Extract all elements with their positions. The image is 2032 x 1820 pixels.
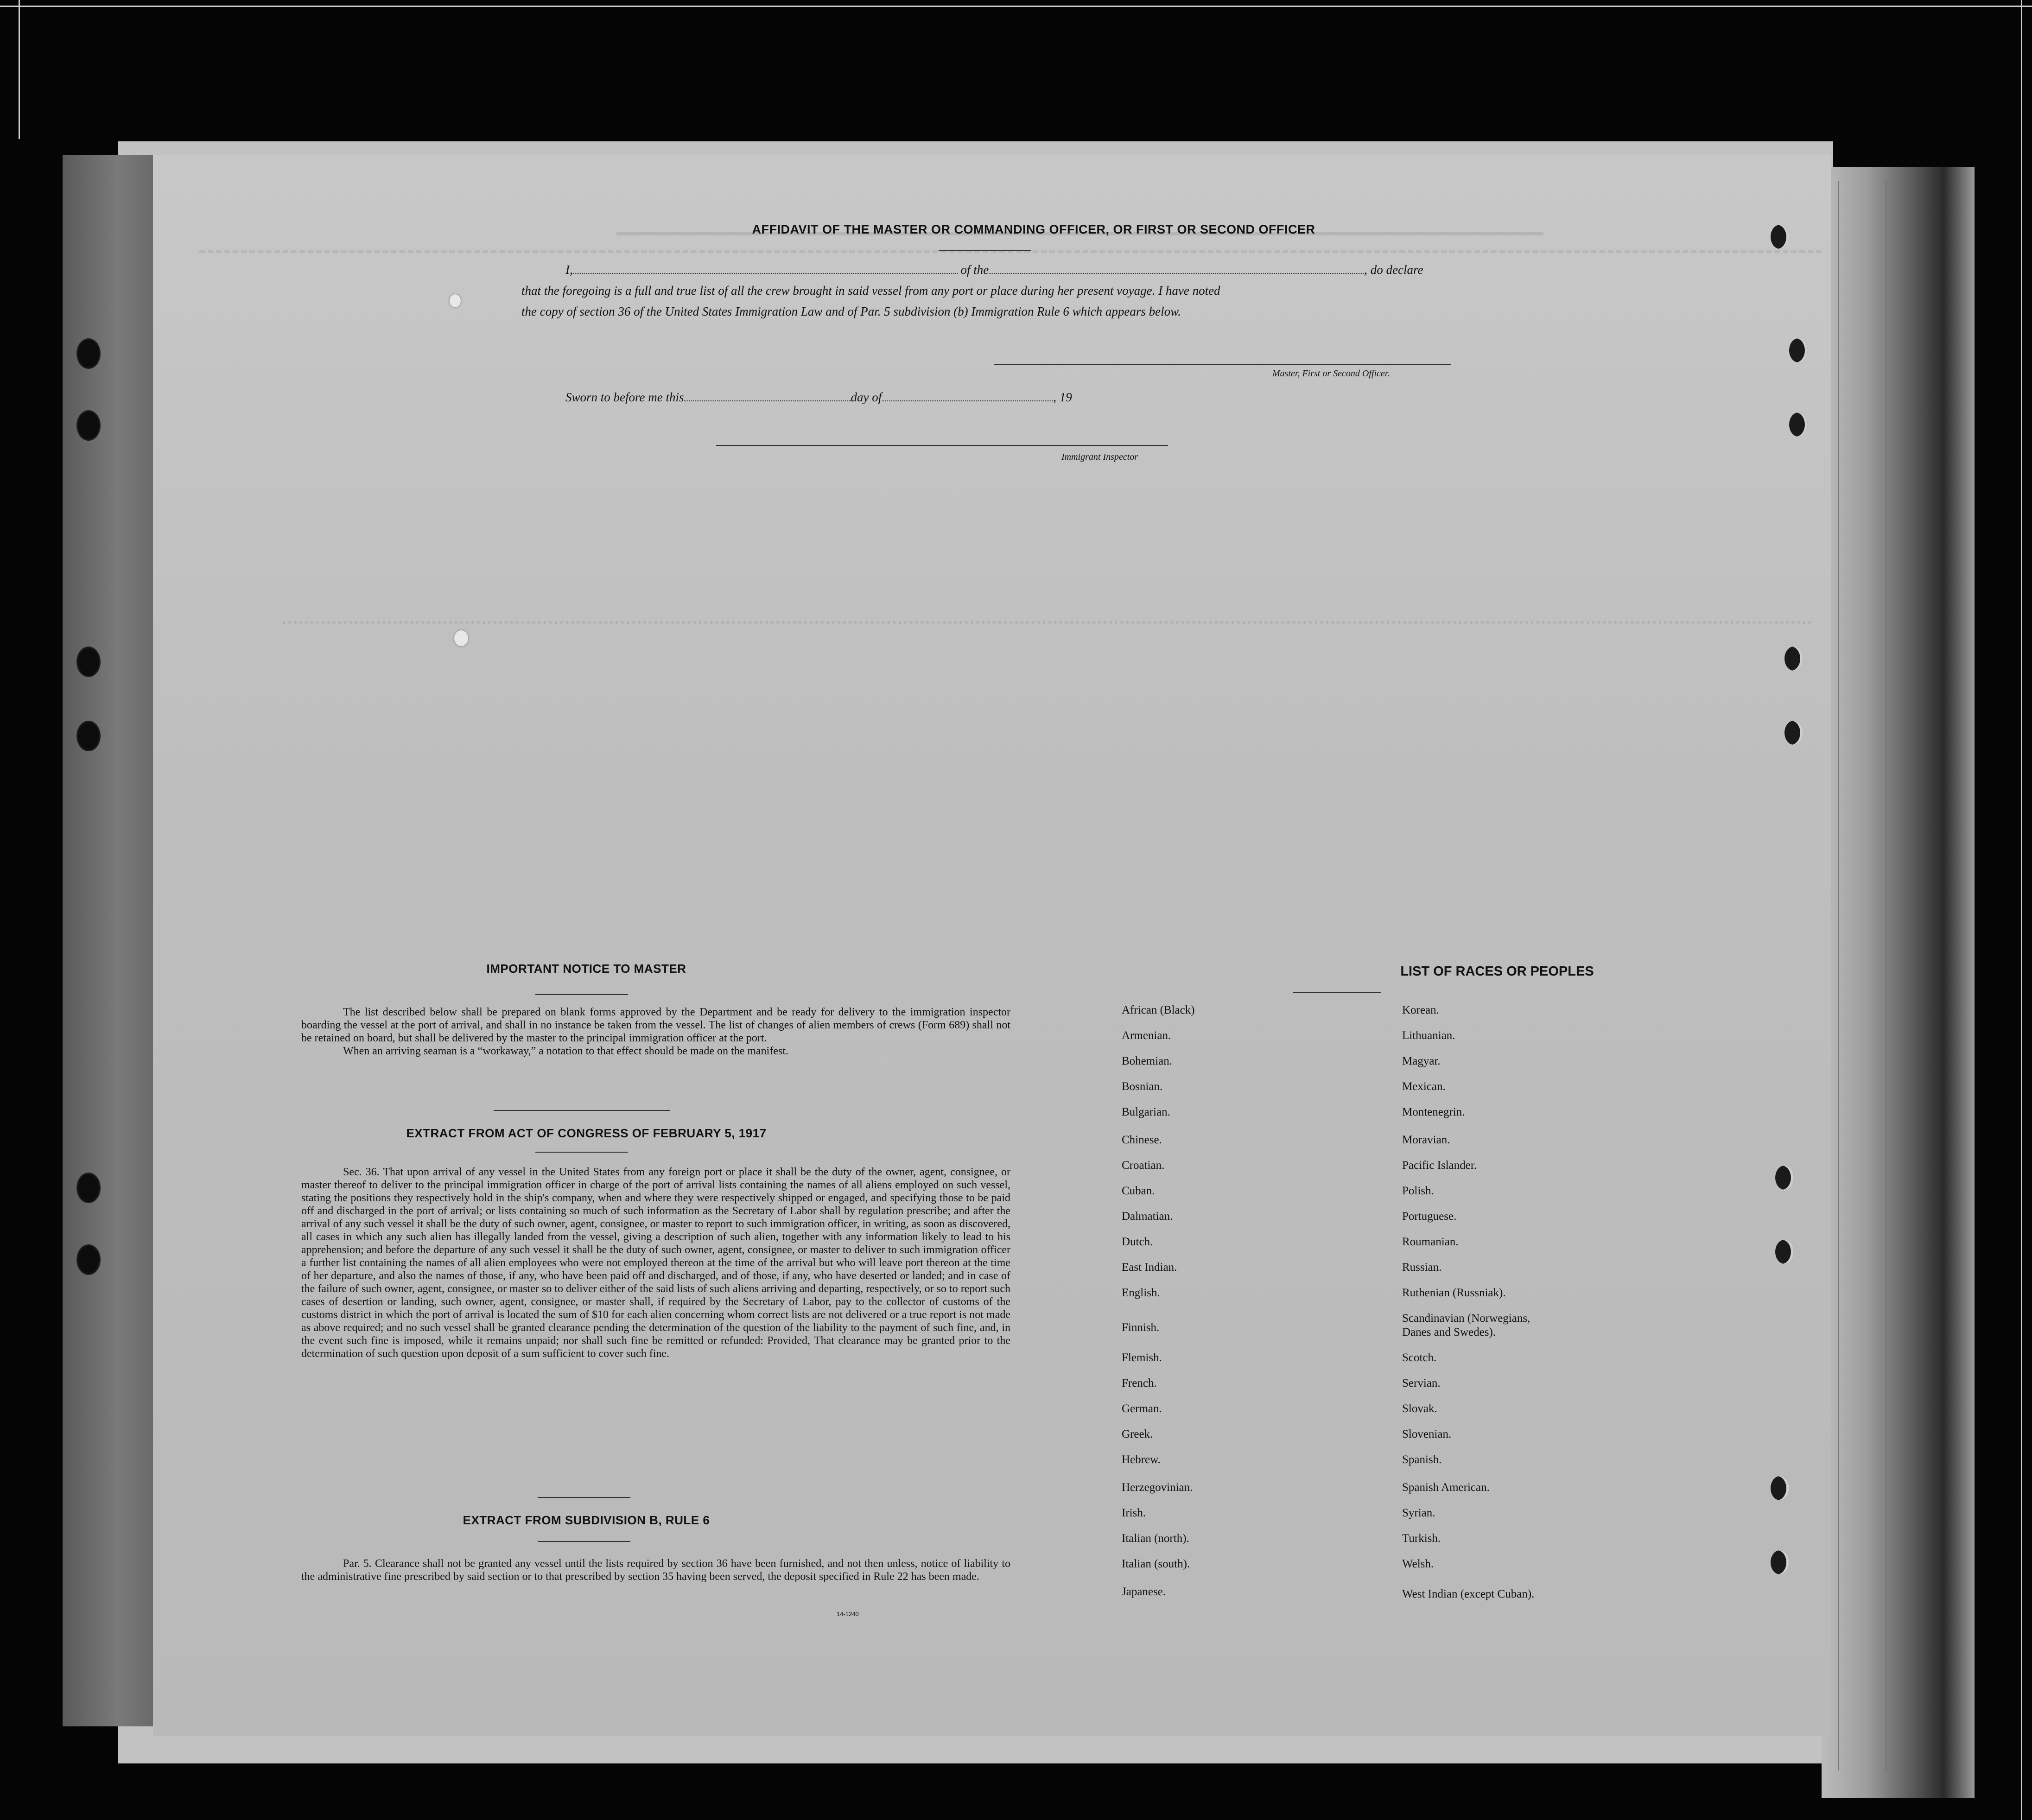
race-item: Flemish. xyxy=(1122,1351,1162,1364)
punch-hole xyxy=(1784,721,1803,745)
affidavit-line-3: the copy of section 36 of the United States Immigration Law and of Par. 5 subdivision (b) Immigration Rule 6 which appears below. xyxy=(521,304,1181,318)
punch-hole xyxy=(1771,1550,1789,1574)
punch-hole xyxy=(76,1173,101,1203)
race-item: Armenian. xyxy=(1122,1029,1171,1042)
race-item: Russian. xyxy=(1402,1261,1442,1274)
film-border-left xyxy=(19,0,20,139)
race-item: Syrian. xyxy=(1402,1507,1435,1519)
race-item: Spanish. xyxy=(1402,1453,1442,1466)
inspector-signature-line xyxy=(716,445,1168,446)
film-border-right xyxy=(2021,0,2022,1820)
race-item: Croatian. xyxy=(1122,1159,1165,1172)
notice-text xyxy=(301,1006,1010,1058)
race-item: Portuguese. xyxy=(1402,1210,1457,1223)
race-item: East Indian. xyxy=(1122,1261,1177,1274)
rule-text: Par. 5. Clearance shall not be granted any vessel until the lists required by section 36 have been furnished, and not then unless, notice of liability to the administrative fine prescribed by said section or to that prescribed by section 35 having been served, the deposit specified in Rule 22 has been made. xyxy=(301,1558,1010,1583)
race-item: Slovak. xyxy=(1402,1402,1437,1415)
inspector-caption: Immigrant Inspector xyxy=(1061,452,1138,462)
race-item: Bosnian. xyxy=(1122,1080,1163,1093)
race-item: Cuban. xyxy=(1122,1185,1155,1197)
race-item: Italian (north). xyxy=(1122,1532,1189,1545)
sworn-text: Sworn to before me this xyxy=(565,390,684,404)
section-rule xyxy=(494,1110,670,1111)
race-item: Turkish. xyxy=(1402,1532,1441,1545)
film-border-top xyxy=(0,6,2032,7)
month-blank xyxy=(882,390,1053,401)
rule-rule xyxy=(538,1541,630,1542)
rule-heading: EXTRACT FROM SUBDIVISION B, RULE 6 xyxy=(463,1513,710,1527)
race-item: Ruthenian (Russniak). xyxy=(1402,1287,1506,1299)
punch-hole xyxy=(76,647,101,677)
race-item: French. xyxy=(1122,1377,1157,1389)
race-item: Magyar. xyxy=(1402,1055,1441,1067)
race-item: Roumanian. xyxy=(1402,1236,1459,1248)
race-item: Greek. xyxy=(1122,1428,1153,1440)
affidavit-line-1 xyxy=(565,260,1423,280)
races-rule xyxy=(1293,992,1381,993)
punch-hole xyxy=(1775,1240,1794,1264)
bleed-through-text xyxy=(283,616,1812,624)
bleed-through-text xyxy=(199,246,1822,253)
act-rule xyxy=(535,1152,628,1153)
underlying-page-rules xyxy=(1838,181,1887,1770)
act-text: Sec. 36. That upon arrival of any vessel in the United States from any foreign port or place it shall be the duty of the owner, agent, consignee, or master thereof to deliver to the principal immigration officer in charge of the port of arrival lists containing the names of all aliens employed on such vessel, stating the positions they respectively hold in the ship's company, when and where they were respectively shipped or engaged, and specifying those to be paid off and discharged in the port of arrival; or lists containing so much of such information as the Secretary of Labor shall by regulation prescribe; and after the arrival of any such vessel it shall be the duty of such owner, agent, consignee, or master to report to such immigration officer, in writing, as soon as discovered, all cases in which any such alien has illegally landed from the vessel, giving a description of such alien, together with any information likely to lead to his apprehension; and before the departure of any such vessel it shall be the duty of such owner, agent, consignee, or master to deliver to such immigration officer a further list containing the names of all alien employees who were not employed thereon at the time of the arrival but who will leave port thereon at the time of her departure, and also the names of those, if any, who have been paid off and discharged, and of those, if any, who have deserted or landed; and in case of the failure of such owner, agent, consignee, or master so to deliver either of the said lists of such aliens arriving and departing, respectively, or so to report such cases of desertion or landing, such owner, agent, consignee, or master shall, if required by the Secretary of Labor, pay to the collector of customs of the customs district in which the port of arrival is located the sum of $10 for each alien concerning whom correct lists are not delivered or a true report is not made as above required; and no such vessel shall be granted clearance pending the determination of the question of the liability to the payment of such fine, and, in the event such fine is imposed, while it remains unpaid; nor shall such fine be remitted or refunded: Provided, That clearance may be granted prior to the determination of such question upon deposit of a sum sufficient to cover such fine. xyxy=(301,1166,1010,1360)
affidavit-title: AFFIDAVIT OF THE MASTER OR COMMANDING OFFICER, OR FIRST OR SECOND OFFICER xyxy=(752,222,1315,236)
paper-spot xyxy=(450,294,461,307)
race-item: Scandinavian (Norwegians, Danes and Swedes). xyxy=(1402,1312,1530,1338)
race-item: Pacific Islander. xyxy=(1402,1159,1477,1172)
race-item: Hebrew. xyxy=(1122,1453,1161,1466)
punch-hole xyxy=(1784,647,1803,671)
race-item: English. xyxy=(1122,1287,1160,1299)
binding-strip xyxy=(63,155,153,1726)
act-heading: EXTRACT FROM ACT OF CONGRESS OF FEBRUARY 5, 1917 xyxy=(406,1126,767,1140)
notice-heading: IMPORTANT NOTICE TO MASTER xyxy=(486,962,686,976)
affidavit-declare: , do declare xyxy=(1364,263,1423,277)
name-blank xyxy=(573,263,958,274)
race-item: Polish. xyxy=(1402,1185,1434,1197)
race-item: Bulgarian. xyxy=(1122,1106,1170,1118)
punch-hole xyxy=(1775,1166,1794,1190)
master-signature-line xyxy=(994,364,1451,365)
form-number: 14-1240 xyxy=(837,1611,859,1617)
punch-hole xyxy=(76,410,101,441)
paper-spot xyxy=(454,630,468,646)
race-item: Moravian. xyxy=(1402,1134,1450,1146)
affidavit-i: I, xyxy=(565,263,573,277)
section-rule xyxy=(538,1497,630,1498)
race-item: Korean. xyxy=(1402,1004,1439,1016)
manifest-page xyxy=(153,155,1831,1736)
race-item: African (Black) xyxy=(1122,1004,1195,1016)
sworn-day-blank xyxy=(684,390,851,401)
punch-hole xyxy=(1789,338,1808,362)
notice-rule xyxy=(535,994,628,995)
race-item: Lithuanian. xyxy=(1402,1029,1455,1042)
race-item: Mexican. xyxy=(1402,1080,1446,1093)
race-item: Finnish. xyxy=(1122,1321,1160,1334)
punch-hole xyxy=(76,1244,101,1275)
race-item: Chinese. xyxy=(1122,1134,1162,1146)
race-item: Japanese. xyxy=(1122,1585,1166,1598)
master-caption: Master, First or Second Officer. xyxy=(1272,368,1390,379)
race-item: Dalmatian. xyxy=(1122,1210,1173,1223)
punch-hole xyxy=(76,721,101,751)
affidavit-line-2: that the foregoing is a full and true list of all the crew brought in said vessel from any port or place during her present voyage. I have noted xyxy=(521,284,1220,298)
affidavit-of-the: of the xyxy=(960,263,989,277)
punch-hole xyxy=(76,338,101,369)
notice-paragraph-1: The list described below shall be prepared on blank forms approved by the Department and be ready for delivery to the immigration inspector boarding the vessel at the port of arrival, and shall in no instance be taken from the vessel. The list of changes of alien members of crews (Form 689) shall not be retained on board, but shall be delivered by the master to the principal immigration officer at the port. xyxy=(301,1006,1010,1044)
day-of-text: day of xyxy=(851,390,882,404)
race-item: Montenegrin. xyxy=(1402,1106,1465,1118)
race-item: Dutch. xyxy=(1122,1236,1153,1248)
sworn-line xyxy=(565,387,1072,407)
race-item: Irish. xyxy=(1122,1507,1146,1519)
punch-hole xyxy=(1771,225,1789,249)
punch-hole xyxy=(1771,1476,1789,1500)
vessel-blank xyxy=(989,263,1364,274)
race-item: Spanish American. xyxy=(1402,1481,1490,1494)
race-item: Bohemian. xyxy=(1122,1055,1173,1067)
race-item: Scotch. xyxy=(1402,1351,1437,1364)
punch-hole xyxy=(1789,412,1808,437)
race-item: Herzegovinian. xyxy=(1122,1481,1193,1494)
race-item: Welsh. xyxy=(1402,1558,1434,1570)
race-item: Servian. xyxy=(1402,1377,1441,1389)
notice-paragraph-2: When an arriving seaman is a “workaway,” a notation to that effect should be made on the manifest. xyxy=(343,1045,788,1057)
race-item: German. xyxy=(1122,1402,1162,1415)
race-item: Italian (south). xyxy=(1122,1558,1190,1570)
title-rule xyxy=(939,250,1031,251)
year-text: , 19 xyxy=(1053,390,1072,404)
races-title: LIST OF RACES OR PEOPLES xyxy=(1400,964,1594,979)
race-item: Slovenian. xyxy=(1402,1428,1452,1440)
race-item: West Indian (except Cuban). xyxy=(1402,1588,1535,1600)
